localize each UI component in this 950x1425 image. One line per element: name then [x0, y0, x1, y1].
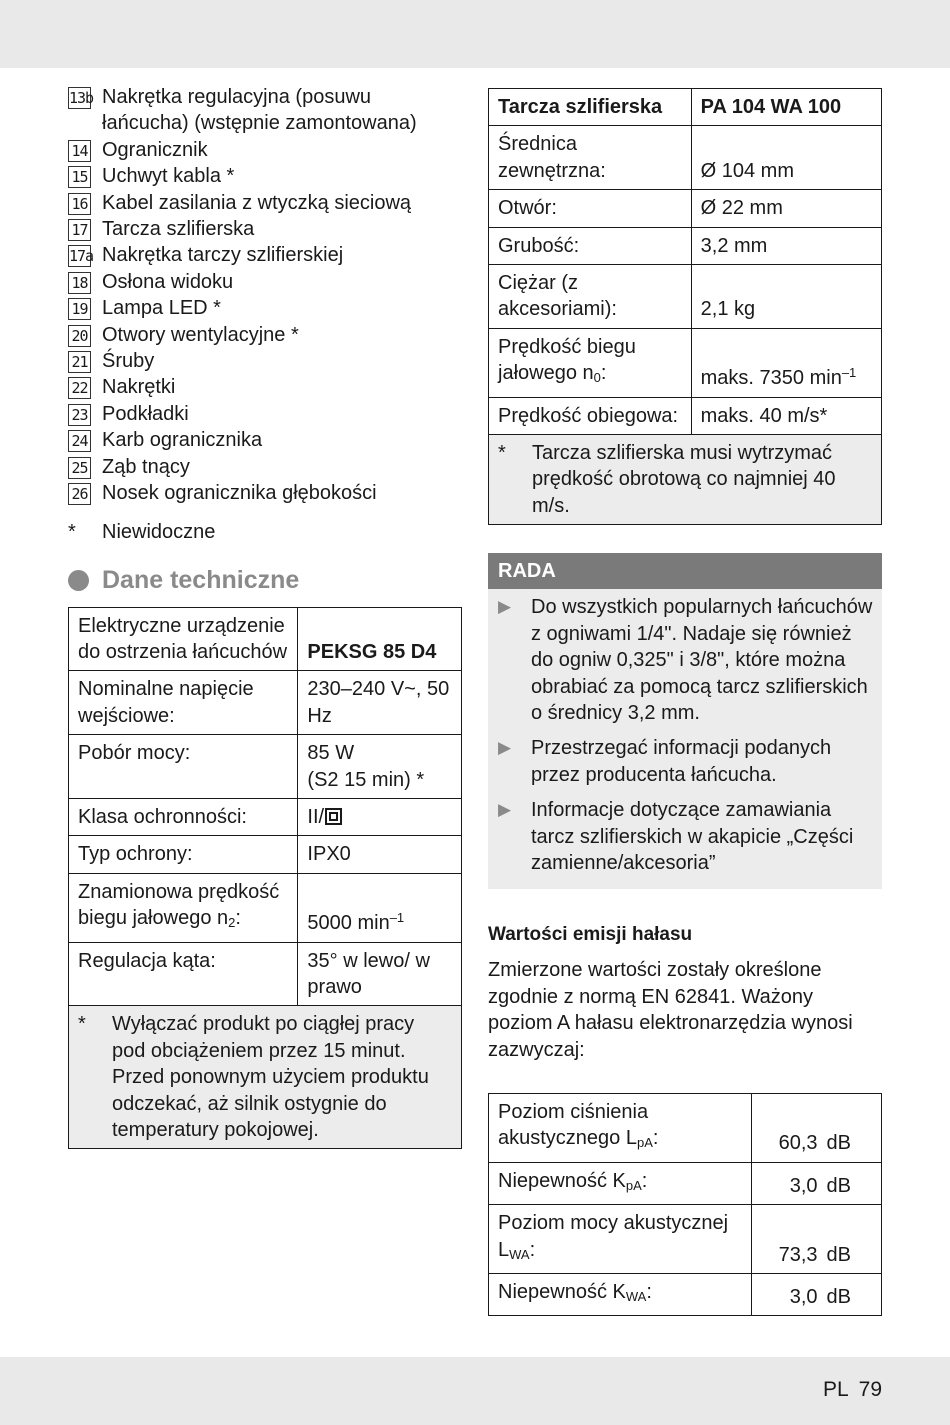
part-number-badge: 24	[68, 430, 91, 452]
tip-list	[488, 589, 882, 889]
page-number: 79	[858, 1378, 882, 1401]
noise-label-subscript: pA	[625, 1177, 642, 1193]
table-row	[489, 397, 882, 434]
power-value-line1: 85 W	[307, 742, 355, 765]
noise-value-unit: dB	[826, 1286, 851, 1308]
weight-value: 2,1 kg	[691, 265, 881, 329]
voltage-label: Nominalne napięcie wejściowe:	[69, 671, 298, 735]
speed-label-colon: :	[235, 907, 241, 930]
part-number-badge: 13b	[69, 89, 94, 107]
noise-label-subscript: WA	[625, 1289, 647, 1304]
outer-diameter-value: Ø 104 mm	[691, 126, 881, 190]
tech-data-table	[68, 607, 462, 1150]
table-row	[489, 1205, 882, 1274]
asterisk: *	[78, 1013, 86, 1036]
table-row	[489, 435, 882, 525]
part-label: Otwory wentylacyjne *	[102, 323, 299, 346]
page-footer	[823, 1378, 882, 1402]
tech-note	[69, 1006, 462, 1149]
part-number-badge: 18	[68, 272, 91, 294]
noise-value-number: 3,0	[789, 1286, 818, 1308]
list-item	[68, 427, 462, 453]
table-row	[489, 1162, 882, 1204]
noise-label-text: Poziom mocy akustycznej L	[498, 1212, 729, 1261]
angle-label: Regulacja kąta:	[69, 942, 298, 1006]
noise-label-text: Poziom ciśnienia akustycznego L	[498, 1100, 649, 1150]
part-number-badge: 20	[68, 325, 91, 347]
noise-label-colon: :	[646, 1281, 652, 1303]
noise-label-subscript: WA	[509, 1246, 530, 1262]
table-row	[69, 735, 462, 799]
idle-speed-subscript: 0	[593, 370, 601, 386]
right-column	[488, 88, 882, 1316]
header-band	[0, 0, 950, 68]
asterisk: *	[68, 520, 76, 543]
play-triangle-icon: ▶	[498, 800, 512, 820]
noise-value-number: 3,0	[789, 1174, 818, 1197]
noise-label-text: Niepewność K	[498, 1281, 626, 1303]
class-value-text: II/	[307, 805, 325, 828]
list-item	[68, 295, 462, 321]
disc-note	[489, 435, 882, 525]
noise-value	[752, 1205, 882, 1274]
table-row	[489, 89, 882, 126]
idle-speed-label	[489, 328, 692, 397]
noise-value	[752, 1162, 882, 1204]
parts-list	[68, 84, 462, 507]
thickness-label: Grubość:	[489, 227, 692, 264]
noise-label	[489, 1274, 752, 1316]
noise-value	[752, 1093, 882, 1162]
noise-value-number: 60,3	[778, 1132, 818, 1155]
table-row	[69, 798, 462, 835]
thickness-value: 3,2 mm	[691, 227, 881, 264]
speed-label	[69, 873, 298, 942]
disc-header-value: PA 104 WA 100	[691, 89, 881, 126]
noise-value-unit: dB	[826, 1174, 851, 1197]
noise-label	[489, 1162, 752, 1204]
invisible-note-text: Niewidoczne	[102, 520, 216, 543]
section-title	[68, 566, 462, 595]
noise-label	[489, 1093, 752, 1162]
idle-speed-value	[691, 328, 881, 397]
idle-speed-value-text: maks. 7350 min	[700, 367, 842, 390]
disc-note-text: Tarcza szlifierska musi wytrzymać prędkość obrotową co najmniej 40 m/s.	[532, 442, 836, 517]
list-item	[68, 401, 462, 427]
section-title-text: Dane techniczne	[102, 565, 300, 594]
tech-note-text: Wyłączać produkt po ciągłej pracy pod obciążeniem przez 15 minut. Przed ponownym użyciem produktu odczekać, aż silnik ostygnie do temperatury pokojowej.	[112, 1013, 429, 1141]
list-item	[68, 137, 462, 163]
part-label: Podkładki	[102, 402, 189, 425]
part-label: Osłona widoku	[102, 270, 234, 293]
part-number-badge: 17a	[69, 247, 94, 266]
part-number-badge: 14	[68, 140, 91, 162]
class-value	[298, 798, 462, 835]
left-column	[68, 84, 462, 1149]
part-number-badge: 15	[68, 166, 91, 188]
list-item	[68, 374, 462, 400]
noise-text: Zmierzone wartości zostały określone zgodnie z normą EN 62841. Ważony poziom A hałasu elektronarzędzia wynosi zazwyczaj:	[488, 959, 853, 1061]
tip-text: Do wszystkich popularnych łańcuchów z ogniwami 1/4". Nadaje się również do ogniw 0,325" i 3/8", które można obrabiać za pomocą tarcz szlifierskich o średnicy 3,2 mm.	[531, 596, 873, 724]
asterisk: *	[498, 442, 506, 465]
speed-value-text: 5000 min	[307, 912, 390, 935]
list-item	[68, 348, 462, 374]
part-number-badge: 26	[68, 483, 91, 505]
part-label: Nakrętka tarczy szlifierskiej	[102, 244, 344, 267]
list-item	[68, 190, 462, 216]
table-row	[489, 1093, 882, 1162]
bullet-dot-icon	[68, 570, 89, 591]
play-triangle-icon: ▶	[498, 597, 512, 617]
table-row	[69, 671, 462, 735]
protection-label: Typ ochrony:	[69, 836, 298, 873]
list-item	[68, 84, 462, 137]
part-number-badge: 22	[68, 377, 91, 399]
noise-value-unit: dB	[826, 1243, 851, 1266]
list-item	[498, 594, 874, 726]
table-row	[489, 265, 882, 329]
bore-value: Ø 22 mm	[691, 190, 881, 227]
power-label: Pobór mocy:	[69, 735, 298, 799]
tip-title: RADA	[488, 553, 882, 589]
list-item	[68, 163, 462, 189]
noise-value-number: 73,3	[778, 1243, 818, 1266]
speed-value	[298, 873, 462, 942]
footer-band	[0, 1357, 950, 1425]
grinding-disc-table	[488, 88, 882, 525]
tech-note-row	[78, 1011, 452, 1143]
list-item	[498, 797, 874, 876]
disc-note-row	[498, 440, 872, 519]
part-label: Nosek ogranicznika głębokości	[102, 482, 377, 505]
noise-label	[489, 1205, 752, 1274]
idle-speed-colon: :	[600, 362, 607, 385]
play-triangle-icon: ▶	[498, 738, 512, 758]
device-label: Elektryczne urządzenie do ostrzenia łańcuchów	[69, 607, 298, 671]
noise-label-subscript: pA	[636, 1135, 653, 1151]
noise-label-colon: :	[641, 1169, 648, 1192]
part-label: Śruby	[102, 350, 155, 373]
voltage-value: 230–240 V~, 50 Hz	[298, 671, 462, 735]
part-number-badge: 23	[68, 404, 91, 426]
speed-value-superscript: –1	[389, 910, 405, 926]
noise-label-colon: :	[652, 1127, 659, 1150]
bore-label: Otwór:	[489, 190, 692, 227]
part-number-badge: 25	[68, 457, 91, 479]
table-row	[489, 126, 882, 190]
list-item	[68, 242, 462, 268]
tip-text: Informacje dotyczące zamawiania tarcz szlifierskich w akapicie „Części zamienne/akcesoria”	[531, 799, 854, 874]
protection-value: IPX0	[298, 836, 462, 873]
part-label: Ząb tnący	[102, 455, 190, 478]
protection-class-2-icon	[325, 808, 342, 825]
part-label: Nakrętka regulacyjna (posuwu łańcucha) (wstępnie zamontowana)	[102, 86, 417, 135]
table-row	[489, 328, 882, 397]
part-label: Uchwyt kabla *	[102, 165, 235, 188]
peripheral-speed-label: Prędkość obiegowa:	[489, 397, 692, 434]
speed-label-subscript: 2	[228, 915, 236, 931]
noise-title: Wartości emisji hałasu	[488, 924, 693, 946]
idle-speed-superscript: –1	[841, 365, 857, 381]
noise-table	[488, 1093, 882, 1316]
part-number-badge: 16	[68, 193, 91, 215]
part-label: Lampa LED *	[102, 297, 221, 320]
part-number-badge: 21	[68, 351, 91, 373]
part-label: Nakrętki	[102, 376, 176, 399]
part-label: Karb ogranicznika	[102, 429, 263, 452]
part-label: Ogranicznik	[102, 138, 208, 161]
table-row	[69, 942, 462, 1006]
list-item	[68, 216, 462, 242]
disc-header-label: Tarcza szlifierska	[489, 89, 692, 126]
table-row	[69, 1006, 462, 1149]
idle-speed-label-text: Prędkość biegu jałowego n	[498, 335, 636, 385]
part-label: Kabel zasilania z wtyczką sieciową	[102, 191, 412, 214]
class-label: Klasa ochronności:	[69, 798, 298, 835]
part-number-badge: 19	[68, 298, 91, 320]
part-number-badge: 17	[68, 219, 91, 241]
device-value: PEKSG 85 D4	[298, 607, 462, 671]
power-value	[298, 735, 462, 799]
power-value-line2: (S2 15 min) *	[307, 768, 425, 791]
angle-value: 35° w lewo/ w prawo	[298, 942, 462, 1006]
invisible-note	[68, 521, 462, 544]
noise-value	[752, 1274, 882, 1316]
outer-diameter-label: Średnica zewnętrzna:	[489, 126, 692, 190]
list-item	[498, 735, 874, 788]
table-row	[69, 836, 462, 873]
weight-label: Ciężar (z akcesoriami):	[489, 265, 692, 329]
peripheral-speed-value: maks. 40 m/s*	[691, 397, 881, 434]
tip-box	[488, 553, 882, 889]
noise-label-text: Niepewność K	[498, 1169, 626, 1192]
noise-value-unit: dB	[826, 1132, 851, 1155]
tip-text: Przestrzegać informacji podanych przez producenta łańcucha.	[531, 737, 832, 786]
noise-label-colon: :	[529, 1238, 536, 1261]
table-row	[489, 227, 882, 264]
table-row	[69, 607, 462, 671]
table-row	[489, 1274, 882, 1316]
list-item	[68, 269, 462, 295]
table-row	[489, 190, 882, 227]
speed-label-text: Znamionowa prędkość biegu jałowego n	[78, 880, 280, 930]
part-label: Tarcza szlifierska	[102, 218, 255, 241]
list-item	[68, 454, 462, 480]
table-row	[69, 873, 462, 942]
list-item	[68, 322, 462, 348]
list-item	[68, 480, 462, 506]
language-code: PL	[822, 1378, 849, 1401]
